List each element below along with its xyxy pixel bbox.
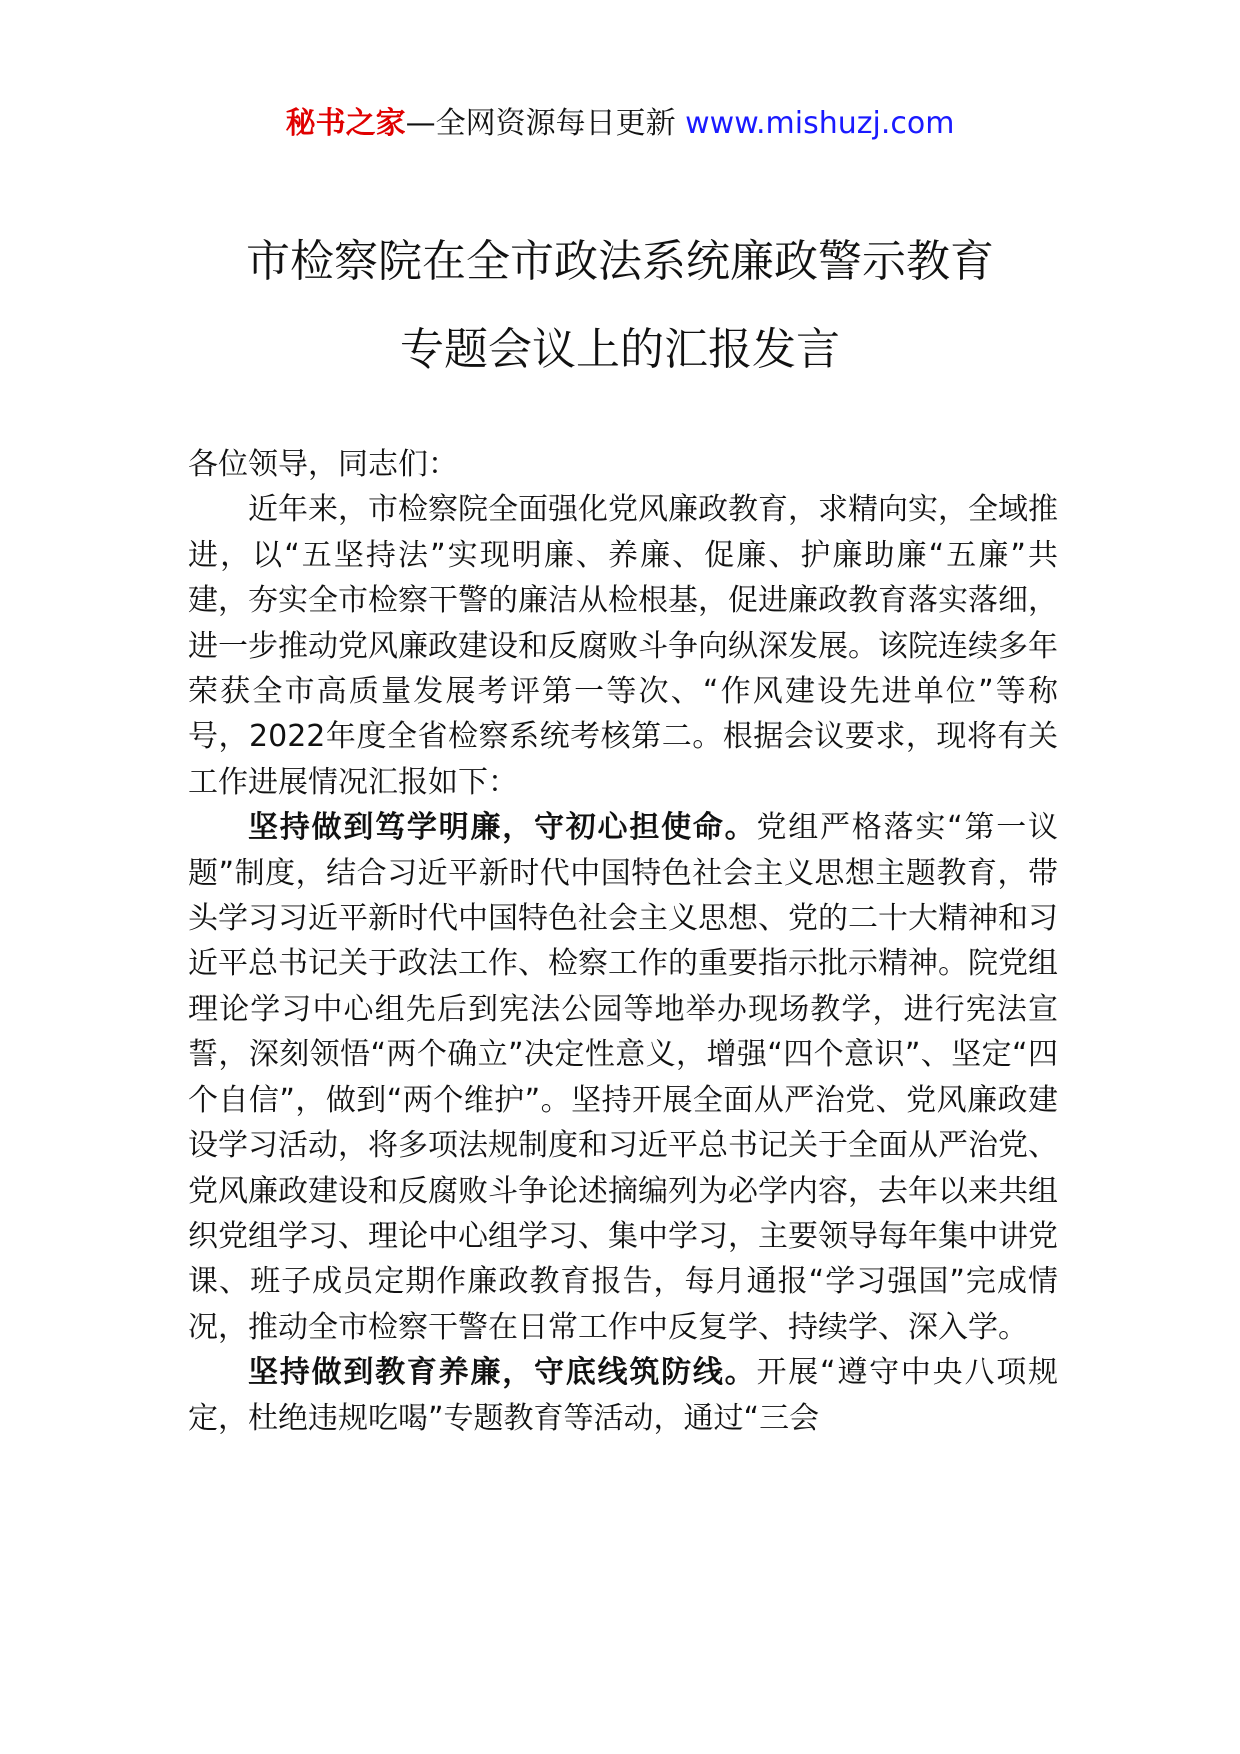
brand-name: 秘书之家 (285, 106, 406, 141)
website-link[interactable]: www.mishuzj.com (685, 106, 955, 141)
document-body (188, 442, 1058, 1441)
header-slogan: —全网资源每日更新 (405, 106, 686, 141)
document-title-line-1: 市检察院在全市政法系统廉政警示教育 (246, 236, 994, 287)
salutation: 各位领导，同志们： (188, 447, 458, 482)
paragraph-study-lead: 坚持做到笃学明廉，守初心担使命。 (248, 810, 757, 846)
paragraph-intro: 近年来，市检察院全面强化党风廉政教育，求精向实，全域推进，以“五坚持法”实现明廉、养廉、促廉、护廉助廉“五廉”共建，夯实全市检察干警的廉洁从检根基，促进廉政教育落实落细，进一步推动党风廉政建设和反腐败斗争向纵深发展。该院连续多年荣获全市高质量发展考评第一等次、“作风建设先进单位”等称号，2022年度全省检察系统考核第二。根据会议要求，现将有关工作进展情况汇报如下： (188, 492, 1058, 800)
paragraph-education (188, 1350, 1058, 1441)
paragraph-study-text: 党组严格落实“第一议题”制度，结合习近平新时代中国特色社会主义思想主题教育，带头学习习近平新时代中国特色社会主义思想、党的二十大精神和习近平总书记关于政法工作、检察工作的重要指示批示精神。院党组理论学习中心组先后到宪法公园等地举办现场教学，进行宪法宣誓，深刻领悟“两个确立”决定性意义，增强“四个意识”、坚定“四个自信”，做到“两个维护”。坚持开展全面从严治党、党风廉政建设学习活动，将多项法规制度和习近平总书记关于全面从严治党、党风廉政建设和反腐败斗争论述摘编列为必学内容，去年以来共组织党组学习、理论中心组学习、集中学习，主要领导每年集中讲党课、班子成员定期作廉政教育报告，每月通报“学习强国”完成情况，推动全市检察干警在日常工作中反复学、持续学、深入学。 (188, 810, 1058, 1345)
site-header (0, 100, 1240, 148)
document-title-line-2: 专题会议上的汇报发言 (400, 324, 840, 375)
paragraph-education-text: 开展“遵守中央八项规定，杜绝违规吃喝”专题教育等活动，通过“三会 (188, 1355, 1058, 1436)
paragraph-education-lead: 坚持做到教育养廉，守底线筑防线。 (248, 1355, 757, 1391)
paragraph-study (188, 805, 1058, 1350)
